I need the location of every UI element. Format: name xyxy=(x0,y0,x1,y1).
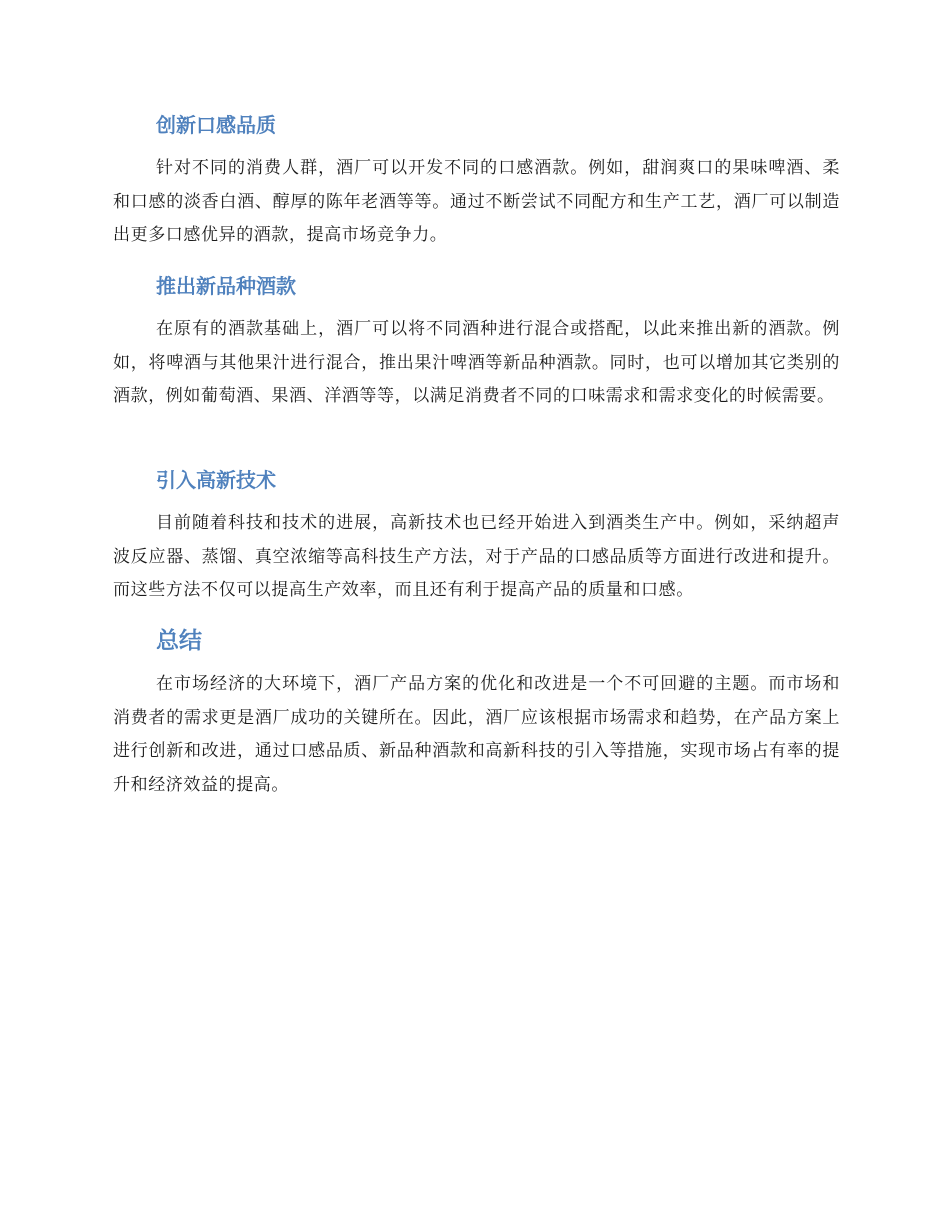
section-paragraph: 在原有的酒款基础上，酒厂可以将不同酒种进行混合或搭配，以此来推出新的酒款。例如，将啤酒与其他果汁进行混合，推出果汁啤酒等新品种酒款。同时，也可以增加其它类别的酒款，例如葡萄酒、果酒、洋酒等等，以满足消费者不同的口味需求和需求变化的时候需要。 xyxy=(113,319,840,406)
section-heading: 引入高新技术 xyxy=(156,468,276,492)
section-heading: 总结 xyxy=(156,628,202,654)
section-paragraph: 目前随着科技和技术的进展，高新技术也已经开始进入到酒类生产中。例如，采纳超声波反应器、蒸馏、真空浓缩等高科技生产方法，对于产品的口感品质等方面进行改进和提升。而这些方法不仅可以提高生产效率，而且还有利于提高产品的质量和口感。 xyxy=(113,513,840,600)
section-paragraph: 在市场经济的大环境下，酒厂产品方案的优化和改进是一个不可回避的主题。而市场和消费者的需求更是酒厂成功的关键所在。因此，酒厂应该根据市场需求和趋势，在产品方案上进行创新和改进，通过口感品质、新品种酒款和高新科技的引入等措施，实现市场占有率的提升和经济效益的提高。 xyxy=(113,674,840,795)
section-innovative-taste xyxy=(113,110,840,253)
section-summary xyxy=(113,626,840,802)
section-heading: 推出新品种酒款 xyxy=(156,274,296,298)
section-heading: 创新口感品质 xyxy=(156,113,276,137)
section-high-tech xyxy=(113,465,840,608)
section-new-varieties xyxy=(113,271,840,414)
section-paragraph: 针对不同的消费人群，酒厂可以开发不同的口感酒款。例如，甜润爽口的果味啤酒、柔和口感的淡香白酒、醇厚的陈年老酒等等。通过不断尝试不同配方和生产工艺，酒厂可以制造出更多口感优异的酒款，提高市场竞争力。 xyxy=(113,158,840,245)
